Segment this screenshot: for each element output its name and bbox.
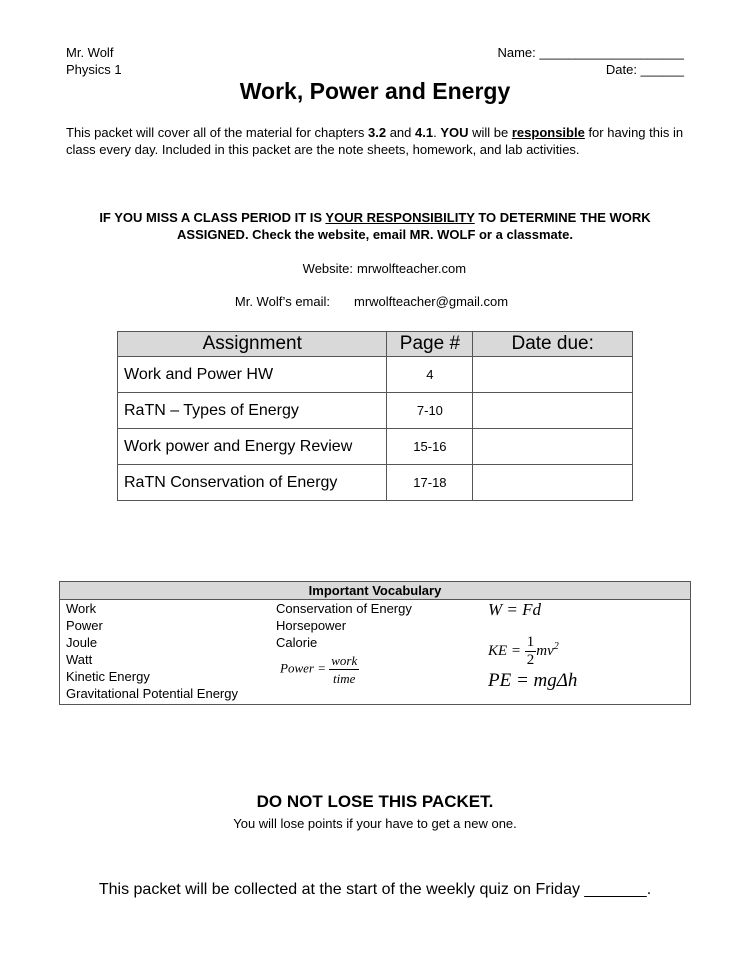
table-row <box>118 357 633 393</box>
teacher-name: Mr. Wolf <box>66 45 114 60</box>
missed-class-warning <box>80 209 670 243</box>
email-label: Mr. Wolf’s email: <box>234 294 330 309</box>
warning-underlined: YOUR RESPONSIBILITY <box>325 210 475 225</box>
header-page: Page # <box>387 332 473 357</box>
assignment-name: Work and Power HW <box>118 357 387 393</box>
vocab-term: Kinetic Energy <box>66 669 150 684</box>
header-assignment: Assignment <box>118 332 387 357</box>
ke-formula <box>488 634 559 669</box>
email-link[interactable]: mrwolfteacher@gmail.com <box>354 294 509 309</box>
assignment-due <box>473 357 633 393</box>
vocab-column-1 <box>66 600 238 702</box>
ke-numerator: 1 <box>526 634 535 650</box>
vocab-term: Power <box>66 618 103 633</box>
assignment-table <box>117 331 633 501</box>
vocab-column-2 <box>276 600 412 651</box>
website-label: Website: <box>302 261 353 276</box>
table-header-row <box>118 332 633 357</box>
ke-fraction <box>525 634 537 669</box>
vocabulary-box <box>59 581 691 705</box>
ke-rhs: mv <box>536 642 554 659</box>
vocab-term: Horsepower <box>276 618 347 633</box>
vocab-term: Work <box>66 601 97 616</box>
pe-formula: PE = mgΔh <box>488 670 578 691</box>
name-field: Name: ____________________ <box>497 45 684 60</box>
intro-dot: . <box>433 125 441 140</box>
intro-will-be: will be <box>468 125 512 140</box>
assignment-page: 7-10 <box>387 393 473 429</box>
date-field: Date: ______ <box>605 62 684 77</box>
assignment-due <box>473 429 633 465</box>
header-left <box>66 44 122 78</box>
assignment-name: RaTN – Types of Energy <box>118 393 387 429</box>
assignment-page: 17-18 <box>387 465 473 501</box>
assignment-page: 15-16 <box>387 429 473 465</box>
table-row <box>118 429 633 465</box>
work-formula: W = Fd <box>488 600 542 619</box>
ke-exponent: 2 <box>553 640 559 652</box>
warning-part2: TO DETERMINE THE WORK ASSIGNED. Check the website, email MR. WOLF or a classmate. <box>177 210 651 242</box>
chapter-2: 4.1 <box>415 125 434 140</box>
power-denominator: time <box>333 671 356 686</box>
vocab-term: Watt <box>66 652 93 667</box>
do-not-lose-heading: DO NOT LOSE THIS PACKET. <box>256 792 494 811</box>
assignment-page: 4 <box>387 357 473 393</box>
vocabulary-title: Important Vocabulary <box>60 582 690 600</box>
assignment-due <box>473 393 633 429</box>
ke-lhs: KE = <box>488 642 522 659</box>
page-title: Work, Power and Energy <box>239 78 511 104</box>
course-name: Physics 1 <box>66 62 122 77</box>
power-lhs: Power = <box>280 660 326 676</box>
power-fraction <box>329 652 359 687</box>
vocab-term: Gravitational Potential Energy <box>66 686 238 701</box>
ke-denominator: 2 <box>526 652 535 668</box>
website-link[interactable]: mrwolfteacher.com <box>357 261 467 276</box>
chapter-1: 3.2 <box>368 125 387 140</box>
table-row <box>118 393 633 429</box>
power-formula <box>280 652 359 687</box>
intro-and: and <box>386 125 416 140</box>
header-date-due: Date due: <box>473 332 633 357</box>
table-row <box>118 465 633 501</box>
assignment-name: Work power and Energy Review <box>118 429 387 465</box>
warning-part1: IF YOU MISS A CLASS PERIOD IT IS <box>99 210 326 225</box>
power-numerator: work <box>331 653 358 668</box>
vocab-term: Joule <box>66 635 98 650</box>
assignment-name: RaTN Conservation of Energy <box>118 465 387 501</box>
lose-points-note: You will lose points if your have to get a new one. <box>233 816 517 831</box>
vocab-term: Calorie <box>276 635 318 650</box>
vocab-term: Conservation of Energy <box>276 601 412 616</box>
intro-paragraph <box>66 124 686 158</box>
intro-you: YOU <box>440 125 469 140</box>
intro-responsible: responsible <box>511 125 585 140</box>
intro-rest: for having this in class every day. Included in this packet are the note sheets, homework, and lab activities. <box>66 125 684 157</box>
collection-note: This packet will be collected at the start of the weekly quiz on Friday _______. <box>98 881 652 898</box>
intro-text: This packet will cover all of the material for chapters <box>66 125 369 140</box>
header-right <box>497 44 684 78</box>
assignment-due <box>473 465 633 501</box>
